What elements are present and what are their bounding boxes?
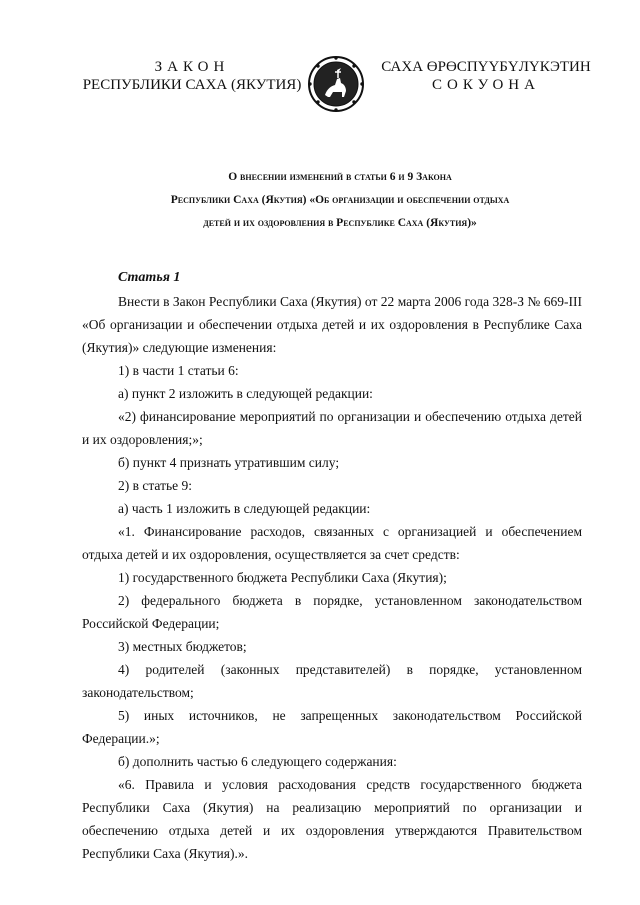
law-title-line-3: детей и их оздоровления в Республике Саха (Якутия)» xyxy=(203,217,477,229)
header-left-line-2: РЕСПУБЛИКИ САХА (ЯКУТИЯ) xyxy=(82,77,302,93)
paragraph: Внести в Закон Республики Саха (Якутия) от 22 марта 2006 года 328-З № 669-III «Об организации и обеспечении отдыха детей и их оздоровления в Республике Саха (Якутия)» следующие изменения: xyxy=(82,294,582,355)
header-right-line-2: СОКУОНА xyxy=(432,77,540,93)
paragraph: 2) в статье 9: xyxy=(118,478,192,493)
paragraph: б) дополнить частью 6 следующего содержания: xyxy=(118,754,397,769)
paragraph: 2) федерального бюджета в порядке, установленном законодательством Российской Федерации; xyxy=(82,593,582,631)
header-right-line-1: САХА ӨРӨСПҮҮБҮЛҮКЭТИН xyxy=(381,59,591,75)
header-right xyxy=(376,58,596,94)
paragraph: б) пункт 4 признать утратившим силу; xyxy=(118,455,340,470)
article-heading: Статья 1 xyxy=(118,270,181,285)
law-title-line-1: О внесении изменений в статьи 6 и 9 Закона xyxy=(228,171,452,183)
paragraph: «1. Финансирование расходов, связанных с организацией и обеспечением отдыха детей и их оздоровления, осуществляется за счет средств: xyxy=(82,524,582,562)
paragraph: 5) иных источников, не запрещенных законодательством Российской Федерации.»; xyxy=(82,708,582,746)
header-left-line-1: ЗАКОН xyxy=(154,59,230,75)
law-title-line-2: Республики Саха (Якутия) «Об организации и обеспечении отдыха xyxy=(170,194,510,206)
paragraph: а) часть 1 изложить в следующей редакции: xyxy=(118,501,371,516)
paragraph: 1) государственного бюджета Республики Саха (Якутия); xyxy=(118,570,447,585)
paragraph: «2) финансирование мероприятий по организации и обеспечению отдыха детей и их оздоровления;»; xyxy=(82,409,582,447)
paragraph: 4) родителей (законных представителей) в порядке, установленном законодательством; xyxy=(82,662,582,700)
paragraph: 3) местных бюджетов; xyxy=(118,639,247,654)
document-body xyxy=(82,270,582,865)
law-title xyxy=(70,166,610,235)
paragraph: а) пункт 2 изложить в следующей редакции: xyxy=(118,386,373,401)
header-left xyxy=(82,58,302,94)
paragraph: «6. Правила и условия расходования средств государственного бюджета Республики Саха (Якутия) на реализацию мероприятий по организации и обеспечению отдыха детей и их оздоровления утверждаются Правительством Республики Саха (Якутия).». xyxy=(82,777,582,861)
yakutia-coat-of-arms-icon xyxy=(307,55,365,113)
paragraph: 1) в части 1 статьи 6: xyxy=(118,363,239,378)
